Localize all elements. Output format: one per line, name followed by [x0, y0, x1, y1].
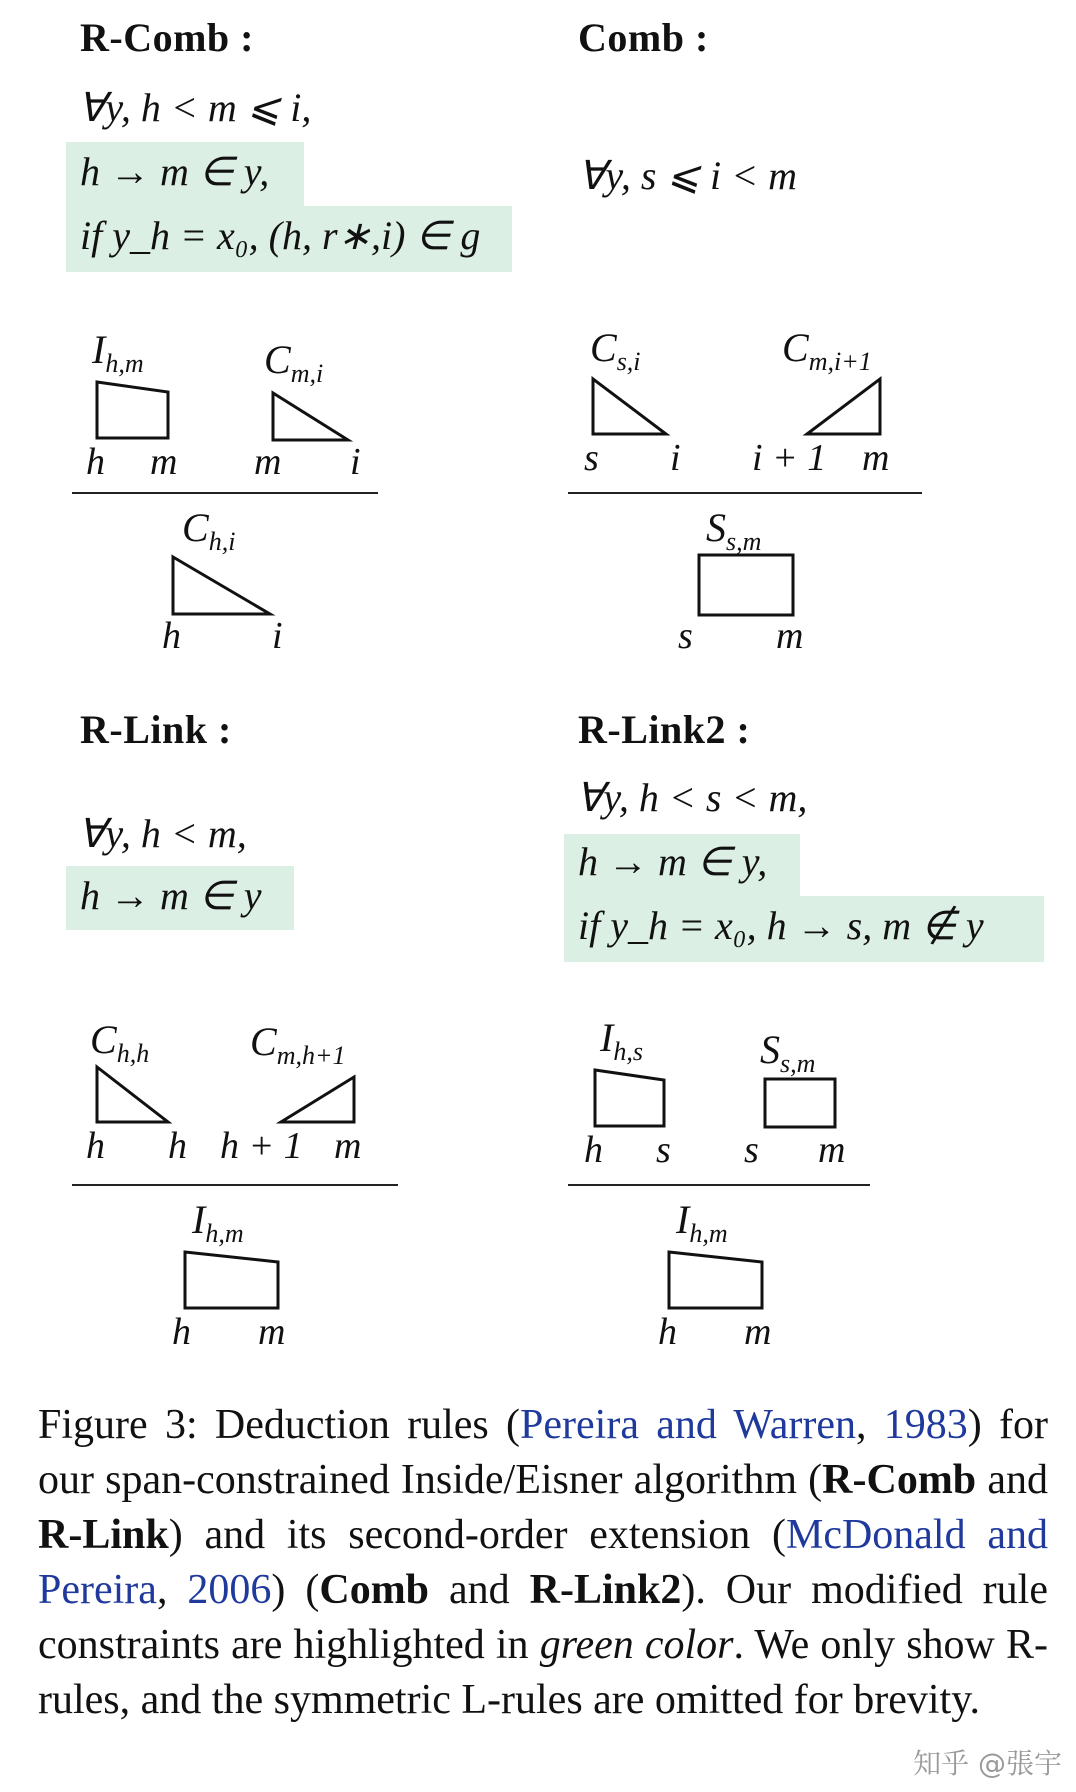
r-link-conclusion-right: m [258, 1311, 286, 1353]
comb-conclusion-left: s [678, 615, 693, 657]
caption-text: ) for our span-constrained Inside/Eisner algorithm ( [38, 1402, 1049, 1503]
comb-premise1-right: i [670, 437, 681, 479]
r-comb-premise1-left: h [86, 441, 105, 483]
comb-conclusion-label: $S_{s,m}$ [706, 505, 762, 556]
right-triangle-shape [272, 392, 350, 442]
caption-text: ) ( [271, 1567, 320, 1613]
r-link-premise1-left: h [86, 1125, 105, 1167]
r-link2-line1: ∀y, h < s < m, [576, 775, 808, 820]
r-link-line1: ∀y, h < m, [78, 811, 247, 856]
left-triangle-shape [280, 1076, 356, 1124]
caption-text: , [855, 1402, 884, 1448]
caption-bold-term: Comb [319, 1567, 430, 1613]
r-comb-conclusion-left: h [162, 615, 181, 657]
r-link-premise2-left: h + 1 [220, 1125, 303, 1167]
r-link-line2: h → m ∈ y [80, 873, 262, 918]
comb-premise2-left: i + 1 [752, 437, 827, 479]
figure-caption [38, 1398, 1048, 1728]
caption-text: and [429, 1567, 530, 1613]
caption-text: and [976, 1457, 1048, 1503]
r-link2-inference-line [568, 1184, 870, 1186]
caption-text: ). Our modified rule constraints are highlighted in [38, 1567, 1048, 1668]
comb-line1: ∀y, s ⩽ i < m [578, 153, 797, 198]
caption-bold-term: R-Link [38, 1512, 169, 1558]
r-comb-line3: if y_h = x₀, (h, r∗,i) ∈ g [80, 213, 481, 258]
comb-conclusion-right: m [776, 615, 804, 657]
r-link2-conclusion-right: m [744, 1311, 772, 1353]
comb-premise2-label: $C_{m,i+1}$ [782, 325, 872, 376]
r-link2-line3: if y_h = x₀, h → s, m ∉ y [578, 903, 984, 948]
r-comb-inference-line [72, 492, 378, 494]
r-link-premise1-right: h [168, 1125, 187, 1167]
citation-link[interactable]: Pereira and Warren [520, 1402, 856, 1448]
r-link2-premise2-left: s [744, 1129, 759, 1171]
r-comb-premise2-left: m [254, 441, 282, 483]
trapezoid-shape [594, 1068, 666, 1128]
r-link2-premise2-label: $S_{s,m}$ [760, 1027, 816, 1078]
r-link2-conclusion-label: $I_{h,m}$ [676, 1197, 728, 1248]
r-link-inference-line [72, 1184, 398, 1186]
r-link2-premise1-left: h [584, 1129, 603, 1171]
r-comb-premise2-label: $C_{m,i}$ [264, 337, 324, 388]
trapezoid-shape [96, 380, 170, 440]
rectangle-shape [698, 554, 794, 616]
comb-premise1-left: s [584, 437, 599, 479]
r-link2-title: R-Link2 : [578, 707, 751, 752]
r-link-premise2-right: m [334, 1125, 362, 1167]
rectangle-shape [764, 1078, 836, 1128]
r-comb-premise1-label: $I_{h,m}$ [92, 327, 144, 378]
r-comb-line1: ∀y, h < m ⩽ i, [78, 85, 312, 130]
r-link2-premise1-right: s [656, 1129, 671, 1171]
r-link-conclusion-left: h [172, 1311, 191, 1353]
comb-title: Comb : [578, 15, 709, 60]
caption-text: ) and its second-order extension ( [168, 1512, 786, 1558]
r-link-title: R-Link : [80, 707, 232, 752]
caption-emphasis: green color [539, 1622, 734, 1668]
comb-inference-line [568, 492, 922, 494]
trapezoid-shape [668, 1250, 764, 1310]
caption-text: . We only show R-rules, and the symmetric L-rules are omitted for brevity. [38, 1622, 1048, 1723]
r-link2-premise1-label: $I_{h,s}$ [600, 1015, 643, 1066]
citation-link[interactable]: McDonald and Pereira [38, 1512, 1048, 1613]
left-triangle-shape [806, 378, 882, 436]
r-link-premise1-label: $C_{h,h}$ [90, 1017, 150, 1068]
citation-year-link[interactable]: 2006 [187, 1567, 272, 1613]
caption-text: Figure 3: Deduction rules ( [38, 1402, 521, 1448]
r-link-conclusion-label: $I_{h,m}$ [192, 1197, 244, 1248]
watermark: 知乎 @張宇 [913, 1747, 1062, 1780]
r-link2-premise2-right: m [818, 1129, 846, 1171]
comb-premise2-right: m [862, 437, 890, 479]
r-link2-line2: h → m ∈ y, [578, 839, 768, 884]
r-comb-conclusion-label: $C_{h,i}$ [182, 505, 236, 556]
r-link-premise2-label: $C_{m,h+1}$ [250, 1019, 346, 1070]
r-comb-conclusion-right: i [272, 615, 283, 657]
r-comb-premise1-right: m [150, 441, 178, 483]
comb-premise1-label: $C_{s,i}$ [590, 325, 641, 376]
citation-year-link[interactable]: 1983 [883, 1402, 968, 1448]
r-comb-line2: h → m ∈ y, [80, 149, 270, 194]
caption-bold-term: R-Comb [822, 1457, 977, 1503]
r-link2-conclusion-left: h [658, 1311, 677, 1353]
right-triangle-shape [592, 378, 668, 436]
trapezoid-shape [184, 1250, 280, 1310]
r-comb-title: R-Comb : [80, 15, 254, 60]
right-triangle-shape [96, 1066, 170, 1124]
caption-text: , [156, 1567, 188, 1613]
r-comb-premise2-right: i [350, 441, 361, 483]
right-triangle-shape [172, 556, 272, 616]
caption-bold-term: R-Link2 [529, 1567, 682, 1613]
